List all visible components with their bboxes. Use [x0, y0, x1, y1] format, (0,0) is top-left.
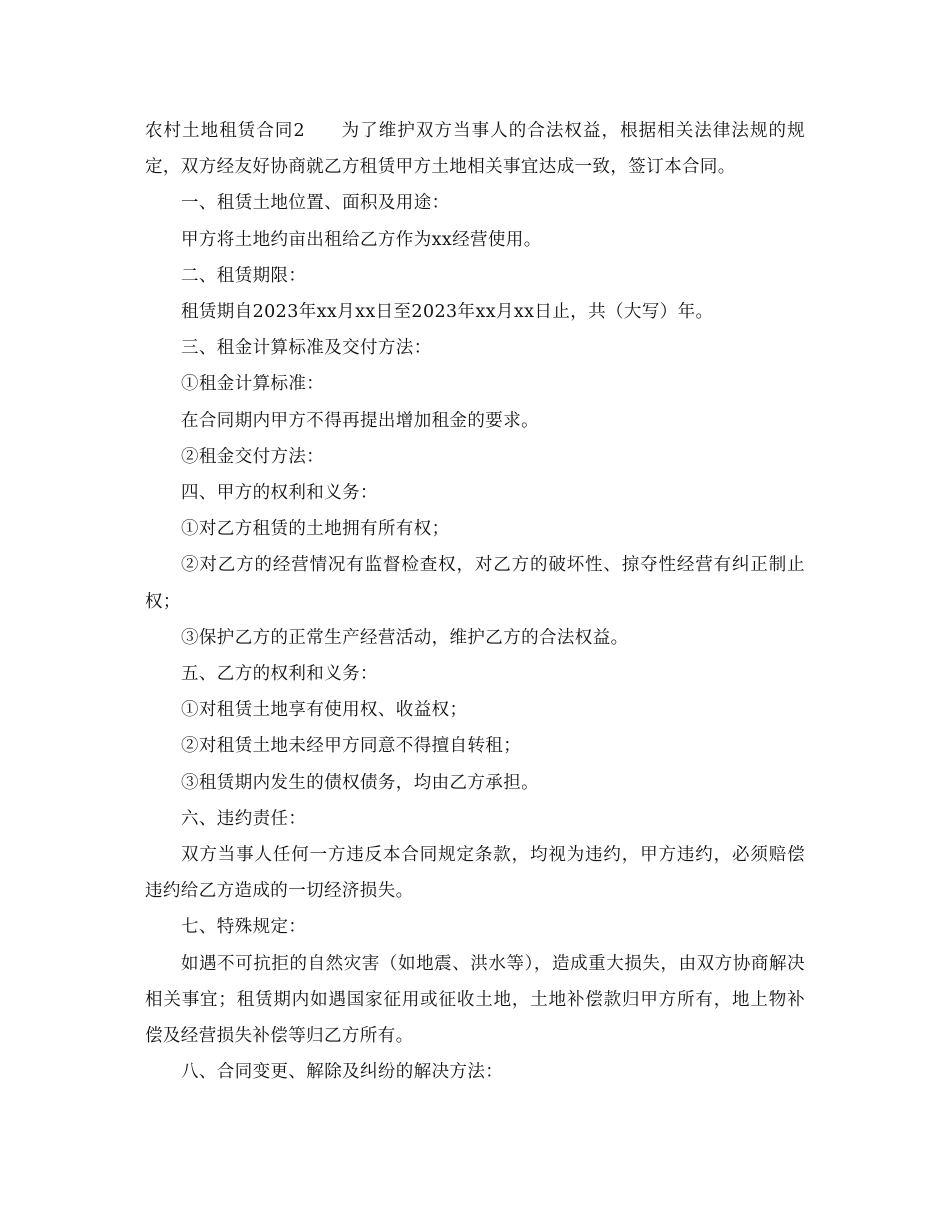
list-item: ②对租赁土地未经甲方同意不得擅自转租；: [181, 736, 522, 757]
section-heading-8: 八、合同变更、解除及纠纷的解决方法：: [181, 1062, 504, 1083]
section-heading-6: 六、违约责任：: [181, 808, 307, 829]
section-heading-5: 五、乙方的权利和义务：: [181, 664, 378, 685]
list-item: ③租赁期内发生的债权债务，均由乙方承担。: [181, 772, 539, 793]
intro-text: 为了维护双方当事人的合法权益，根据相关法律法规的规定，双方经友好协商就乙方租赁甲方土地相关事宜达成一致，签订本合同。: [145, 121, 806, 178]
paragraph: 租赁期自2023年xx月xx日至2023年xx月xx日止，共（大写）年。: [181, 302, 714, 323]
list-item: ③保护乙方的正常生产经营活动，维护乙方的合法权益。: [181, 627, 629, 648]
list-item: ①对乙方租赁的土地拥有所有权；: [181, 519, 450, 540]
document-body: [145, 113, 805, 1090]
section-heading-2: 二、租赁期限：: [181, 265, 307, 286]
paragraph: 在合同期内甲方不得再提出增加租金的要求。: [181, 410, 539, 431]
list-item: ①对租赁土地享有使用权、收益权；: [181, 700, 468, 721]
paragraph: 双方当事人任何一方违反本合同规定条款，均视为违约，甲方违约，必须赔偿违约给乙方造成的一切经济损失。: [145, 845, 805, 902]
section-heading-1: 一、租赁土地位置、面积及用途：: [181, 193, 450, 214]
list-item: ①租金计算标准：: [181, 374, 325, 395]
section-heading-3: 三、租金计算标准及交付方法：: [181, 338, 432, 359]
document-title: 农村土地租赁合同2: [145, 121, 306, 141]
list-item: ②租金交付方法：: [181, 446, 325, 467]
list-item: ②对乙方的经营情况有监督检查权，对乙方的破坏性、掠夺性经营有纠正制止权；: [145, 555, 805, 612]
section-heading-7: 七、特殊规定：: [181, 917, 307, 938]
document-intro-paragraph: [145, 113, 805, 185]
section-heading-4: 四、甲方的权利和义务：: [181, 483, 378, 504]
paragraph: 甲方将土地约亩出租给乙方作为xx经营使用。: [181, 229, 542, 250]
paragraph: 如遇不可抗拒的自然灾害（如地震、洪水等），造成重大损失，由双方协商解决相关事宜；租赁期内如遇国家征用或征收土地，土地补偿款归甲方所有，地上物补偿及经营损失补偿等归乙方所有。: [145, 953, 805, 1047]
